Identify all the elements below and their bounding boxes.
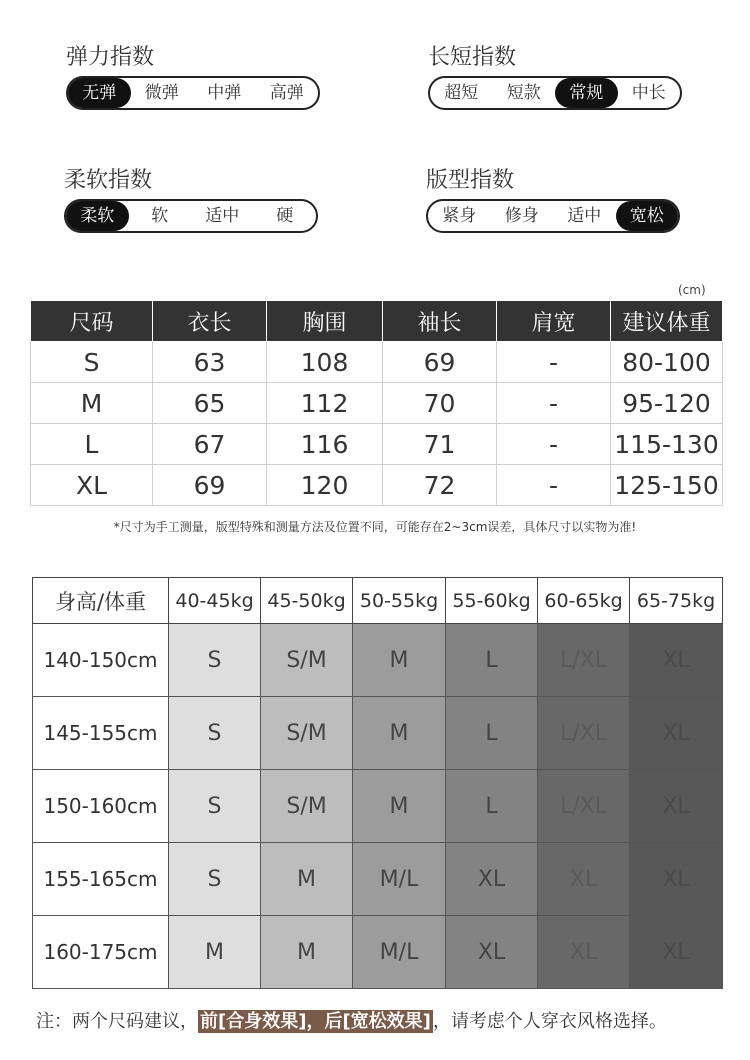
height-label: 145-155cm	[33, 697, 169, 770]
fit-index-title: 版型指数	[426, 168, 515, 193]
size-chart-table	[30, 300, 723, 506]
fit-index	[426, 167, 680, 233]
size-recommendation: M	[169, 916, 261, 989]
elasticity-option-high: 高弹	[269, 83, 304, 103]
cell-shoulder: -	[497, 424, 611, 465]
cell-chest: 120	[267, 465, 383, 506]
elasticity-option-none: 无弹	[68, 78, 131, 108]
header-weight: 建议体重	[611, 301, 723, 342]
cell-shoulder: -	[497, 465, 611, 506]
weight-header: 60-65kg	[538, 578, 630, 624]
size-recommendation: S	[169, 843, 261, 916]
height-label: 140-150cm	[33, 624, 169, 697]
size-recommendation: XL	[630, 843, 723, 916]
cell-weight: 125-150	[611, 465, 723, 506]
length-index	[428, 44, 682, 110]
table-row	[31, 342, 723, 383]
weight-header: 45-50kg	[261, 578, 353, 624]
softness-index-scale	[64, 199, 318, 233]
table-row	[31, 424, 723, 465]
height-label: 150-160cm	[33, 770, 169, 843]
size-recommendation: XL	[630, 624, 723, 697]
fit-option-slim: 修身	[504, 206, 539, 226]
length-option-extra-short: 超短	[444, 83, 479, 103]
cell-length: 63	[153, 342, 267, 383]
header-length: 衣长	[153, 301, 267, 342]
softness-index-title: 柔软指数	[64, 168, 153, 193]
size-recommendation: M	[261, 916, 353, 989]
size-recommendation: S/M	[261, 770, 353, 843]
cell-chest: 116	[267, 424, 383, 465]
fit-option-moderate: 适中	[567, 206, 602, 226]
softness-option-hard: 硬	[276, 206, 294, 226]
header-size: 尺码	[31, 301, 153, 342]
cell-chest: 108	[267, 342, 383, 383]
elasticity-option-slight: 微弹	[144, 83, 179, 103]
size-recommendation: XL	[446, 916, 538, 989]
size-recommendation: S	[169, 770, 261, 843]
softness-index	[64, 167, 318, 233]
size-recommendation: XL	[630, 916, 723, 989]
hw-corner-label: 身高/体重	[33, 578, 169, 624]
elasticity-index-title: 弹力指数	[66, 45, 155, 70]
cell-length: 67	[153, 424, 267, 465]
size-recommendation: L	[446, 624, 538, 697]
cell-length: 69	[153, 465, 267, 506]
size-chart-header-row	[31, 301, 723, 342]
cell-length: 65	[153, 383, 267, 424]
header-shoulder: 肩宽	[497, 301, 611, 342]
table-row	[31, 383, 723, 424]
elasticity-index-scale	[66, 76, 320, 110]
size-recommendation: L/XL	[538, 770, 630, 843]
fit-index-scale	[426, 199, 680, 233]
header-chest: 胸围	[267, 301, 383, 342]
height-label: 160-175cm	[33, 916, 169, 989]
fit-option-tight: 紧身	[442, 206, 477, 226]
weight-header: 55-60kg	[446, 578, 538, 624]
size-recommendation: S	[169, 624, 261, 697]
size-recommendation: L/XL	[538, 697, 630, 770]
measurement-disclaimer: *尺寸为手工测量，版型特殊和测量方法及位置不同，可能存在2~3cm误差，具体尺寸以实物为准!	[113, 520, 637, 534]
size-recommendation: L	[446, 770, 538, 843]
cell-weight: 80-100	[611, 342, 723, 383]
length-option-regular: 常规	[555, 78, 618, 108]
size-advice-note	[36, 1007, 667, 1033]
cell-chest: 112	[267, 383, 383, 424]
size-recommendation: S	[169, 697, 261, 770]
cell-sleeve: 71	[383, 424, 497, 465]
size-recommendation: S/M	[261, 697, 353, 770]
cell-size: S	[31, 342, 153, 383]
note-highlight: 前[合身效果]，后[宽松效果]	[200, 1011, 431, 1032]
cell-shoulder: -	[497, 383, 611, 424]
size-recommendation: L/XL	[538, 624, 630, 697]
size-recommendation: XL	[538, 916, 630, 989]
table-row	[33, 770, 723, 843]
softness-option-soft: 柔软	[66, 201, 129, 231]
length-option-short: 短款	[506, 83, 541, 103]
table-row	[33, 843, 723, 916]
size-recommendation: M/L	[353, 843, 446, 916]
size-recommendation: L	[446, 697, 538, 770]
header-sleeve: 袖长	[383, 301, 497, 342]
hw-header-row	[33, 578, 723, 624]
height-weight-table	[32, 577, 723, 989]
softness-option-moderate: 适中	[205, 206, 240, 226]
cell-shoulder: -	[497, 342, 611, 383]
softness-option-mild: 软	[151, 206, 169, 226]
size-recommendation: M/L	[353, 916, 446, 989]
note-prefix: 注：两个尺码建议，	[36, 1011, 198, 1032]
size-recommendation: XL	[630, 697, 723, 770]
unit-note: (cm)	[678, 283, 706, 297]
size-recommendation: XL	[630, 770, 723, 843]
cell-weight: 95-120	[611, 383, 723, 424]
weight-header: 50-55kg	[353, 578, 446, 624]
cell-sleeve: 69	[383, 342, 497, 383]
size-recommendation: M	[261, 843, 353, 916]
height-label: 155-165cm	[33, 843, 169, 916]
size-recommendation: M	[353, 624, 446, 697]
weight-header: 65-75kg	[630, 578, 723, 624]
cell-sleeve: 72	[383, 465, 497, 506]
table-row	[33, 916, 723, 989]
cell-size: M	[31, 383, 153, 424]
length-option-mid-long: 中长	[631, 83, 666, 103]
fit-option-loose: 宽松	[616, 201, 679, 231]
table-row	[33, 624, 723, 697]
length-index-title: 长短指数	[428, 45, 517, 70]
cell-size: XL	[31, 465, 153, 506]
length-index-scale	[428, 76, 682, 110]
size-recommendation: XL	[446, 843, 538, 916]
weight-header: 40-45kg	[169, 578, 261, 624]
size-recommendation: XL	[538, 843, 630, 916]
elasticity-index	[66, 44, 320, 110]
table-row	[33, 697, 723, 770]
size-recommendation: S/M	[261, 624, 353, 697]
size-recommendation: M	[353, 697, 446, 770]
note-suffix: ，请考虑个人穿衣风格选择。	[432, 1011, 667, 1032]
cell-sleeve: 70	[383, 383, 497, 424]
table-row	[31, 465, 723, 506]
cell-weight: 115-130	[611, 424, 723, 465]
cell-size: L	[31, 424, 153, 465]
size-recommendation: M	[353, 770, 446, 843]
elasticity-option-medium: 中弹	[207, 83, 242, 103]
